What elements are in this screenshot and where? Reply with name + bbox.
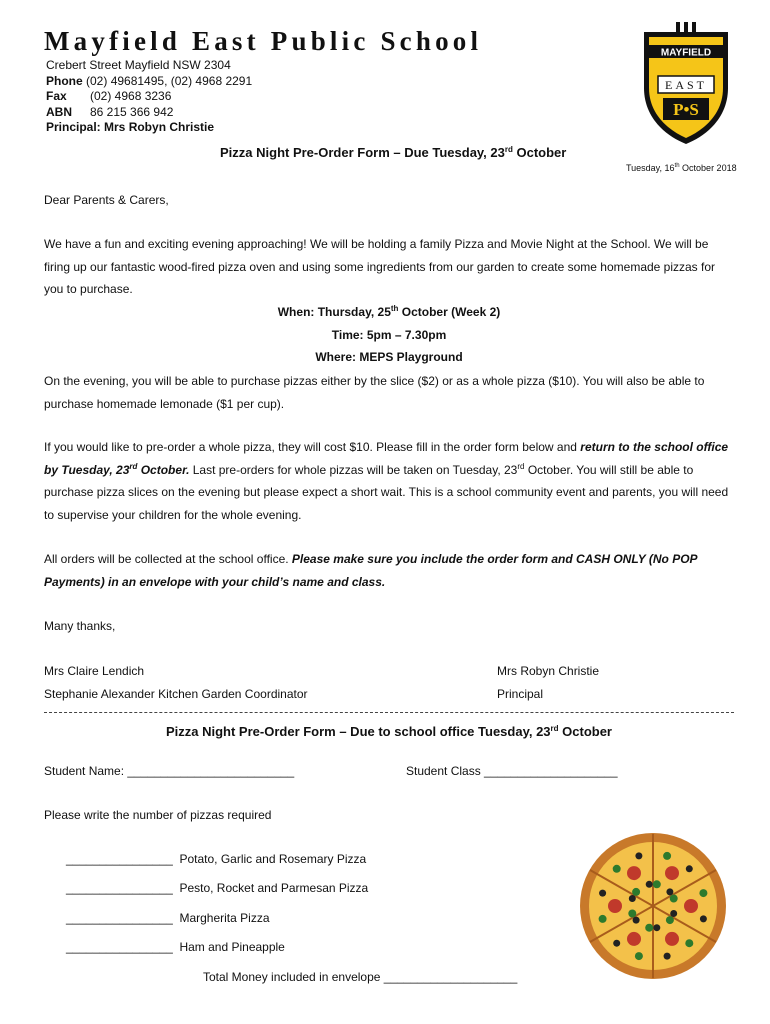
pepper-topping (599, 915, 607, 923)
pizza-item-label: Potato, Garlic and Rosemary Pizza (179, 852, 367, 866)
quantity-blank[interactable]: ________________ (66, 881, 173, 895)
abn-row (46, 105, 252, 121)
paragraph-preorder (44, 436, 734, 526)
crest-middle-text: EAST (665, 78, 707, 92)
form-title-main: Pizza Night Pre-Order Form – Due to school office Tuesday, 23 (165, 724, 551, 739)
greeting: Dear Parents & Carers, (44, 193, 169, 207)
preorder-text-a: If you would like to pre-order a whole pizza, they will cost $10. Please fill in the order form below and (44, 440, 581, 454)
date-main: Tuesday, 16 (626, 163, 675, 173)
when-sup: th (390, 304, 399, 313)
pepperoni-topping (665, 932, 679, 946)
date-sup: th (674, 163, 680, 169)
olive-topping (646, 881, 653, 888)
paragraph-pricing: On the evening, you will be able to purchase pizzas either by the slice ($2) or as a whole pizza ($10). You will also be able to purchase homemade lemonade ($1 per cup). (44, 374, 705, 411)
olive-topping (664, 953, 671, 960)
cut-line-divider (44, 712, 734, 713)
school-crest-logo (636, 18, 736, 148)
preorder-text-e: October. You will still be able to purchase pizza slices on the evening but please expect a short wait. This is a school community event and parents, you will need to supervise your children for the whole evening. (44, 462, 729, 522)
pizza-illustration (578, 831, 728, 981)
pepper-topping (635, 952, 643, 960)
crest-post-left (676, 22, 680, 36)
pepperoni-topping (608, 899, 622, 913)
abn-value: 86 215 366 942 (90, 104, 174, 119)
notice-title-main: Pizza Night Pre-Order Form – Due Tuesday, 23 (220, 145, 505, 160)
pepper-topping (663, 852, 671, 860)
olive-topping (633, 917, 640, 924)
form-title-end: October (558, 724, 612, 739)
form-title (44, 724, 734, 739)
olive-topping (635, 852, 642, 859)
contact-block (46, 58, 252, 136)
student-class-field[interactable]: Student Class ____________________ (406, 764, 618, 778)
preorder-text-b: return to the school office by Tuesday, 23 (44, 440, 729, 477)
letter-date (626, 163, 737, 173)
phone-row (46, 74, 252, 90)
signature-left (44, 660, 308, 705)
preorder-text-d: Last pre-orders for whole pizzas will be taken on Tuesday, 23 (189, 462, 518, 477)
student-name-field[interactable]: Student Name: _________________________ (44, 764, 295, 778)
event-details (44, 301, 734, 369)
where-line: Where: MEPS Playground (315, 350, 463, 364)
notice-title (220, 145, 566, 160)
olive-topping (686, 865, 693, 872)
pepper-topping (613, 865, 621, 873)
crest-post-right (692, 22, 696, 36)
order-row-margherita (66, 911, 270, 925)
paragraph-collection (44, 548, 734, 593)
olive-topping (666, 888, 673, 895)
notice-title-sup: rd (504, 145, 513, 154)
pizza-item-label: Ham and Pineapple (179, 940, 285, 954)
pepperoni-topping (627, 932, 641, 946)
phone-value: (02) 49681495, (02) 4968 2291 (86, 73, 253, 88)
phone-label: Phone (46, 73, 83, 88)
fax-value: (02) 4968 3236 (90, 89, 172, 103)
pepper-topping (670, 895, 678, 903)
notice-title-end: October (512, 145, 567, 160)
olive-topping (653, 924, 660, 931)
pepper-topping (699, 889, 707, 897)
crest-top-text: MAYFIELD (660, 47, 712, 59)
signature-left-role: Stephanie Alexander Kitchen Garden Coordinator (44, 686, 308, 701)
paragraph-intro: We have a fun and exciting evening approaching! We will be holding a family Pizza and Movie Night at the School. We will be firing up our fantastic wood-fired pizza oven and using some ingredients from our garden to create some homemade pizzas for you to purchase. (44, 237, 716, 296)
form-title-sup: rd (550, 724, 559, 733)
olive-topping (599, 890, 606, 897)
pepper-topping (645, 924, 653, 932)
address: Crebert Street Mayfield NSW 2304 (46, 58, 231, 72)
when-line (44, 301, 734, 324)
when-main: When: Thursday, 25 (277, 305, 391, 319)
pizza-item-label: Margherita Pizza (179, 911, 270, 925)
time-line: Time: 5pm – 7.30pm (331, 327, 447, 342)
signature-right-name: Mrs Robyn Christie (497, 664, 600, 678)
pizza-item-label: Pesto, Rocket and Parmesan Pizza (179, 881, 369, 895)
quantity-blank[interactable]: ________________ (66, 852, 173, 866)
collection-text-a: All orders will be collected at the school office. (44, 552, 292, 566)
olive-topping (670, 910, 677, 917)
pepperoni-topping (627, 866, 641, 880)
olive-topping (613, 940, 620, 947)
signature-left-name: Mrs Claire Lendich (44, 664, 145, 678)
preorder-sup-d: rd (517, 461, 525, 471)
abn-label: ABN (46, 104, 72, 119)
preorder-text-c: October. (137, 462, 190, 477)
pepper-topping (632, 888, 640, 896)
olive-topping (629, 895, 636, 902)
total-money-field[interactable]: Total Money included in envelope ____________________ (203, 970, 518, 984)
pepper-topping (685, 939, 693, 947)
pepper-topping (666, 916, 674, 924)
olive-topping (700, 915, 707, 922)
quantity-blank[interactable]: ________________ (66, 911, 173, 925)
crest-bottom-text: P•S (673, 100, 699, 119)
order-row-ham-pineapple (66, 940, 285, 954)
pepperoni-topping (665, 866, 679, 880)
date-end: October 2018 (679, 163, 737, 173)
thanks: Many thanks, (44, 619, 116, 633)
signature-right (497, 660, 599, 705)
quantity-blank[interactable]: ________________ (66, 940, 173, 954)
form-instructions: Please write the number of pizzas required (44, 808, 272, 822)
order-row-pesto (66, 881, 368, 895)
school-name: Mayfield East Public School (44, 26, 483, 56)
collection-emphasis: Please make sure you include the order form and CASH ONLY (No POP Payments) in an envelope with your child’s name and class. (44, 552, 698, 589)
preorder-sup-b: rd (129, 461, 138, 471)
fax-label: Fax (46, 89, 67, 103)
fax-row (46, 89, 252, 105)
when-end: October (Week 2) (398, 305, 501, 319)
crest-post-mid (684, 22, 688, 36)
principal-line: Principal: Mrs Robyn Christie (46, 120, 215, 134)
signature-right-role: Principal (497, 686, 544, 701)
pepperoni-topping (684, 899, 698, 913)
pepper-topping (628, 910, 636, 918)
pepper-topping (653, 880, 661, 888)
order-row-potato (66, 852, 366, 866)
